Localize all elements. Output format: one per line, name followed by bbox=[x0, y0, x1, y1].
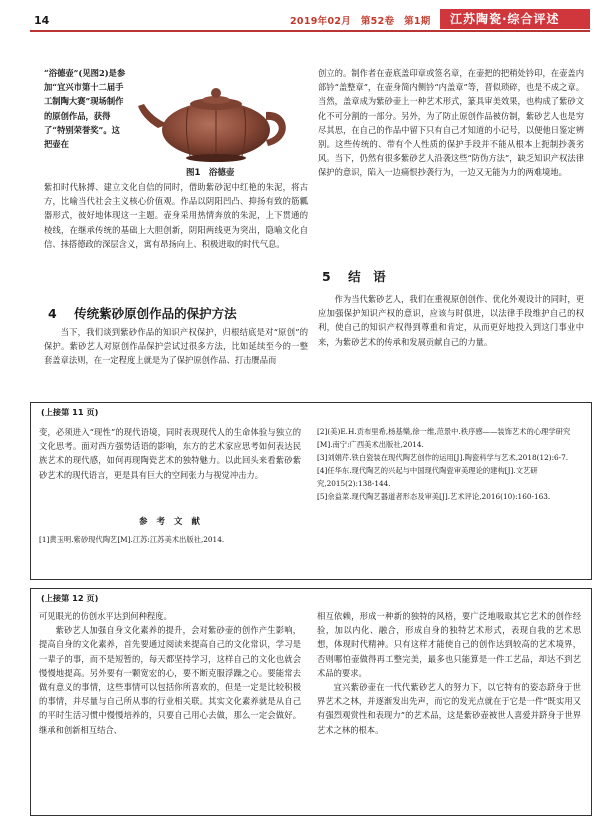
page-number: 14 bbox=[34, 14, 50, 27]
issue-info: 2019年02月 第52卷 第1期 bbox=[290, 16, 431, 27]
continued-label-2: (上接第 12 页) bbox=[41, 593, 99, 603]
section-4-title: 传统紫砂原创作品的保护方法 bbox=[74, 306, 237, 321]
section-4-body bbox=[44, 325, 308, 368]
section-4-paragraph: 当下，我们谈到紫砂作品的知识产权保护，归根结底是对“原创”的保护。紫砂艺人对原创作品保护尝试过很多方法，比如延续至今的一整套盖章法则，在一定程度上就是为了保护原创作品、打击赝品而 bbox=[44, 327, 308, 366]
section-5-paragraph: 作为当代紫砂艺人，我们在重视原创创作、优化外观设计的同时，更应加强保护知识产权的意识，应该与时俱进，以法律手段维护自己的权利，使自己的知识产权得到尊重和肯定，从而更好地投入到这门事业中来，为紫砂艺术的传承和发展贡献自己的力量。 bbox=[318, 294, 584, 347]
left-paragraph: 紫扣时代脉搏、建立文化自信的同时，借助紫砂泥中红艳的朱泥，将古方，比喻当代社会主义核心价值观。作品以阴阳凹凸、抑扬有致的筋瓤器形式，彼好地体现这一主题。壶身采用热情奔放的朱泥，上下贯通的棱线，在继承传统的基础上大胆创新，阴阳两线更为突出，隐喻文化自信、抹搭德政的深层含义，寓有昂扬向上、积极进取的时代气息。 bbox=[44, 182, 308, 249]
intro-side-text: “浴德壶”(见图2)是参加“宜兴市第十二届手工制陶大赛”现场制作的原创作品，获得了“特别荣誉奖”。这把壶在 bbox=[44, 68, 126, 150]
references-left bbox=[39, 533, 301, 546]
reference-item: [3]刘娟芹.铁白瓷装在现代陶艺创作的运用[J].陶瓷科学与艺术,2018(12):6-7. bbox=[317, 453, 569, 462]
section-4-number: 4 bbox=[48, 306, 57, 321]
reference-item: [1]黄玉明.紫砂现代陶艺[M].江苏:江苏美术出版社,2014. bbox=[39, 535, 225, 544]
box2-right-text bbox=[317, 609, 581, 737]
box2-right-paragraph-2: 宜兴紫砂壶在一代代紫砂艺人的努力下，以它特有的姿态跻身于世界艺术之林，并逐渐发出先声，而它的发光点就在于它是一件“既实用又有强烈观赏性和表现力”的艺术品，这是紫砂壶被世人喜爱并跻身于世界艺术之林的根本。 bbox=[317, 682, 581, 735]
box2-right-paragraph-1: 相互依赖，形成一种新的独特的风格，要广泛地吸取其它艺术的创作经验，加以内化、融合，形成自身的独特艺术形式，表现自我的艺术思想，体现时代精神。只有这样才能使自己的创作达到较高的艺术境界，否则哪怕壶做得再工整完美，最多也只能算是一件工艺品，却达不到艺术品的要求。 bbox=[317, 611, 581, 678]
references-title: 参 考 文 献 bbox=[139, 517, 203, 527]
figure-caption: 图1 浴德壶 bbox=[186, 168, 235, 178]
left-column bbox=[44, 180, 308, 251]
reference-item: [2](美)E.H.贡布里希,杨基樂,徐一维,范景中.秩序感——装饰艺术的心理学研究[M].南宁:广西美术出版社,2014. bbox=[317, 427, 571, 449]
reference-item: [4]任华东.现代陶艺的兴起与中国现代陶瓷审美理论的建构[J].文艺研究,2015(2):138-144. bbox=[317, 466, 538, 488]
section-4-heading bbox=[48, 304, 237, 322]
box1-paragraph: 变，必须进入“现性”的现代语境，同时表现现代人的生命体验与独立的文化思考。面对西方强势话语的影响，东方的艺术家应思考如何表达民族艺术的现代感，如何再现陶瓷艺术的独特魅力。以此回头来看紫砂紫砂艺术的现代语言，更是具有巨大的空间张力与视觉冲击力。 bbox=[39, 427, 301, 480]
continued-box-1 bbox=[30, 402, 592, 580]
teapot-photo-icon bbox=[128, 66, 308, 168]
box2-first-line: 可见眼光的仿创水平达到何种程度。 bbox=[39, 611, 172, 621]
section-5-body bbox=[318, 292, 584, 349]
box2-paragraph: 紫砂艺人加强自身文化素养的提升，会对紫砂壶的创作产生影响，提高自身的文化素养，首先要通过阅读来提高自己的文化常识，学习是一辈子的事，而不是短暂的，每天都坚持学习，这样自己的文化也就会慢慢地提高。另外要有一颗宽宏的心，要不断克服浮躁之心。要能常去做有意义的事情，这些事情可以包括你所喜欢的，但是一定是比较积极的事情，并尽量与自己所从事的行业相关联。其实文化素养就是从自己的平时生活习惯中慢慢培养的，只要自己用心去做，那么一定会做好。继承和创新相互结合、 bbox=[39, 625, 301, 735]
header-rule bbox=[30, 30, 590, 32]
right-column bbox=[318, 66, 584, 180]
right-paragraph: 创立的。制作者在壶底盖印章或签名章，在壶把的把稍处钤印，在壶盖内部钤“盖整章”，在壶身简内侧钤“内盖章”等，晋似琐碎，也是不成之章。当然，盖章成为紫砂壶上一种艺术形式，篆具审美效果，也构成了紫砂文化不可分割的一部分。另外，为了防止原创作品被仿制，紫砂艺人也是穷尽其思，在自己的作品中留下只有自己才知道的小记号，以便他日鉴定辨别。这些传统的、带有个人性质的保护手段并不能从根本上扼制抄袭劣风。当下，仍然有很多紫砂艺人沿袭这些“防伪方法”，缺乏知识产权法律保护的意识，陷入一边痛恨抄袭行为，一边又无能为力的两难境地。 bbox=[318, 68, 584, 178]
section-5-number: 5 bbox=[322, 269, 331, 284]
section-5-title: 结 语 bbox=[348, 269, 386, 284]
box2-left-text bbox=[39, 609, 301, 737]
box1-left-text bbox=[39, 425, 301, 482]
page-header bbox=[0, 0, 612, 34]
references-right bbox=[317, 425, 581, 503]
section-5-heading bbox=[322, 267, 386, 285]
journal-banner: 江苏陶瓷·综合评述 bbox=[440, 9, 590, 29]
continued-label-1: (上接第 11 页) bbox=[41, 407, 99, 417]
reference-item: [5]余益菜.现代陶艺器道者形态及审美[J].艺术评论,2016(10):160-163. bbox=[317, 492, 551, 501]
continued-box-2 bbox=[30, 588, 592, 816]
